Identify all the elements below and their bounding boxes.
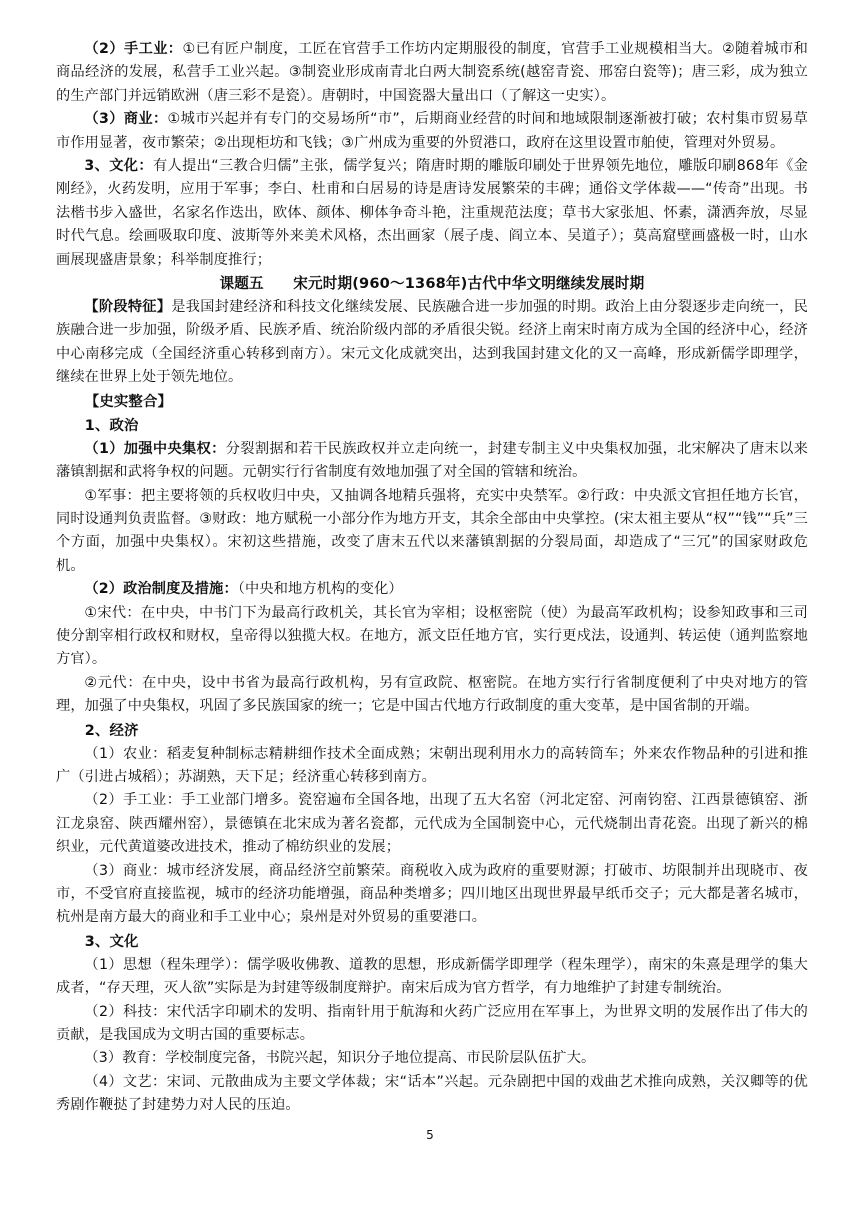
paragraph-lead: （3）商业： <box>84 111 168 128</box>
paragraph-text: （中央和地方机构的变化） <box>237 581 403 598</box>
paragraph-text: 课题五 宋元时期(960～1368年)古代中华文明继续发展时期 <box>219 275 645 293</box>
paragraph-text: 分裂割据和若干民族政权并立走向统一，封建专制主义中央集权加强，北宋解决了唐末以来藩镇割据和武将争权的问题。元朝实行行省制度有效地加强了对全国的管辖和统治。 <box>56 440 808 481</box>
paragraph-lead: （2）手工业： <box>84 41 183 57</box>
paragraph <box>56 1047 808 1070</box>
page-number: 5 <box>426 1128 434 1142</box>
paragraph-lead: 2、经济 <box>84 722 139 739</box>
paragraph <box>56 743 808 790</box>
paragraph-text: （2）手工业：手工业部门增多。瓷窑遍布全国各地，出现了五大名窑（河北定窑、河南钧窑、江西景德镇窑、浙江龙泉窑、陕西耀州窑），景德镇在北宋成为著名瓷都，元代成为全国制瓷中心，元代烧制出青花瓷。出现了新兴的棉织业，元代黄道婆改进技术，推动了棉纺织业的发展； <box>56 792 808 856</box>
paragraph-text: 是我国封建经济和科技文化继续发展、民族融合进一步加强的时期。政治上由分裂逐步走向统一，民族融合进一步加强，阶级矛盾、民族矛盾、统治阶级内部的矛盾很尖锐。经济上南宋时南方成为全国的经济中心，经济中心南移完成（全国经济重心转移到南方）。宋元文化成就突出，达到我国封建文化的又一高峰，形成新儒学即理学，继续在世界上处于领先地位。 <box>56 299 808 386</box>
section-title <box>56 272 808 296</box>
paragraph-lead: 【阶段特征】 <box>84 299 172 316</box>
paragraph <box>56 602 808 672</box>
paragraph-text: ②元代：在中央，设中书省为最高行政机构，另有宣政院、枢密院。在地方实行行省制度便利了中央对地方的管理，加强了中央集权，巩固了多民族国家的统一；它是中国古代地方行政制度的重大变革，是中国省制的开端。 <box>56 674 808 715</box>
document-page <box>56 38 808 1118</box>
paragraph-text: ①已有匠户制度，工匠在官营手工作坊内定期服役的制度，官营手工业规模相当大。②随着城市和商品经济的发展，私营手工业兴起。③制瓷业形成南青北白两大制瓷系统(越窑青瓷、邢窑白瓷等)；唐三彩，成为独立的生产部门并远销欧洲（唐三彩不是瓷）。唐朝时，中国瓷器大量出口（了解这一史实）。 <box>56 41 808 104</box>
paragraph-text: ①军事：把主要将领的兵权收归中央，又抽调各地精兵强将，充实中央禁军。②行政：中央派文官担任地方长官，同时设通判负责监督。③财政：地方赋税一小部分作为地方开支，其余全部由中央掌控。(宋太祖主要从“权”“钱”“兵”三个方面，加强中央集权）。宋初这些措施，改变了唐末五代以来藩镇割据的分裂局面，却造成了“三冗”的国家财政危机。 <box>56 487 808 574</box>
paragraph-lead: 1、政治 <box>84 417 139 434</box>
paragraph <box>56 296 808 390</box>
paragraph-text: （4）文艺：宋词、元散曲成为主要文学体裁；宋“话本”兴起。元杂剧把中国的戏曲艺术推向成熟，关汉卿等的优秀剧作鞭挞了封建势力对人民的压迫。 <box>56 1073 808 1114</box>
paragraph-lead: 3、文化： <box>84 158 153 175</box>
paragraph-text: （3）教育：学校制度完备，书院兴起，知识分子地位提高、市民阶层队伍扩大。 <box>84 1050 596 1067</box>
paragraph <box>56 108 808 155</box>
section-heading <box>56 390 808 414</box>
paragraph <box>56 860 808 930</box>
paragraph-lead: 3、文化 <box>84 933 139 950</box>
paragraph <box>56 954 808 1001</box>
section-heading <box>56 719 808 743</box>
paragraph <box>56 38 808 108</box>
paragraph-text: （3）商业：城市经济发展，商品经济空前繁荣。商税收入成为政府的重要财源；打破市、坊限制并出现晓市、夜市，不受官府直接监视，城市的经济功能增强，商品种类增多；四川地区出现世界最早纸币交子；元大都是著名城市，杭州是南方最大的商业和手工业中心；泉州是对外贸易的重要港口。 <box>56 862 808 926</box>
paragraph <box>56 1001 808 1048</box>
paragraph <box>56 672 808 719</box>
section-heading <box>56 930 808 954</box>
paragraph <box>56 155 808 272</box>
paragraph-text: （1）思想（程朱理学）：儒学吸收佛教、道教的思想，形成新儒学即理学（程朱理学），南宋的朱熹是理学的集大成者，“存天理，灭人欲”实际是为封建等级制度辩护。南宋后成为官方哲学，有力地维护了封建专制统治。 <box>56 956 808 997</box>
paragraph <box>56 485 808 579</box>
paragraph-text: ①城市兴起并有专门的交易场所“市”，后期商业经营的时间和地域限制逐渐被打破；农村集市贸易草市作用显著，夜市繁荣；②出现柜坊和飞钱；③广州成为重要的外贸港口，政府在这里设置市舶使，管理对外贸易。 <box>56 111 808 151</box>
paragraph <box>56 578 808 601</box>
paragraph-lead: （1）加强中央集权： <box>84 440 226 457</box>
paragraph-lead: （2）政治制度及措施： <box>84 581 238 598</box>
paragraph <box>56 1071 808 1118</box>
section-heading <box>56 414 808 438</box>
paragraph <box>56 789 808 859</box>
paragraph-text: （1）农业：稻麦复种制标志精耕细作技术全面成熟；宋朝出现利用水力的高转筒车；外来农作物品种的引进和推广（引进占城稻）；苏湖熟，天下足；经济重心转移到南方。 <box>56 745 808 785</box>
paragraph-text: （2）科技：宋代活字印刷术的发明、指南针用于航海和火药广泛应用在军事上，为世界文明的发展作出了伟大的贡献，是我国成为文明古国的重要标志。 <box>56 1003 808 1044</box>
paragraph <box>56 438 808 485</box>
paragraph-lead: 【史实整合】 <box>84 393 173 410</box>
paragraph-text: 有人提出“三教合归儒”主张，儒学复兴；隋唐时期的雕版印刷处于世界领先地位，雕版印刷868年《金刚经》，火药发明，应用于军事；李白、杜甫和白居易的诗是唐诗发展繁荣的丰碑；通俗文学体裁——“传奇”出现。书法楷书步入盛世，名家名作迭出，欧体、颜体、柳体争奇斗艳，注重规范法度；草书大家张旭、怀素，潇洒奔放，尽显时代气息。绘画吸取印度、波斯等外来美术风格，杰出画家（展子虔、阎立本、吴道子）；莫高窟壁画盛极一时，山水画展现盛唐景象；科举制度推行； <box>56 158 809 268</box>
paragraph-text: ①宋代：在中央，中书门下为最高行政机关，其长官为宰相；设枢密院（使）为最高军政机构；设参知政事和三司使分割宰相行政权和财权，皇帝得以独揽大权。在地方，派文臣任地方官，实行更戍法，设通判、转运使（通判监察地方官）。 <box>56 604 808 668</box>
